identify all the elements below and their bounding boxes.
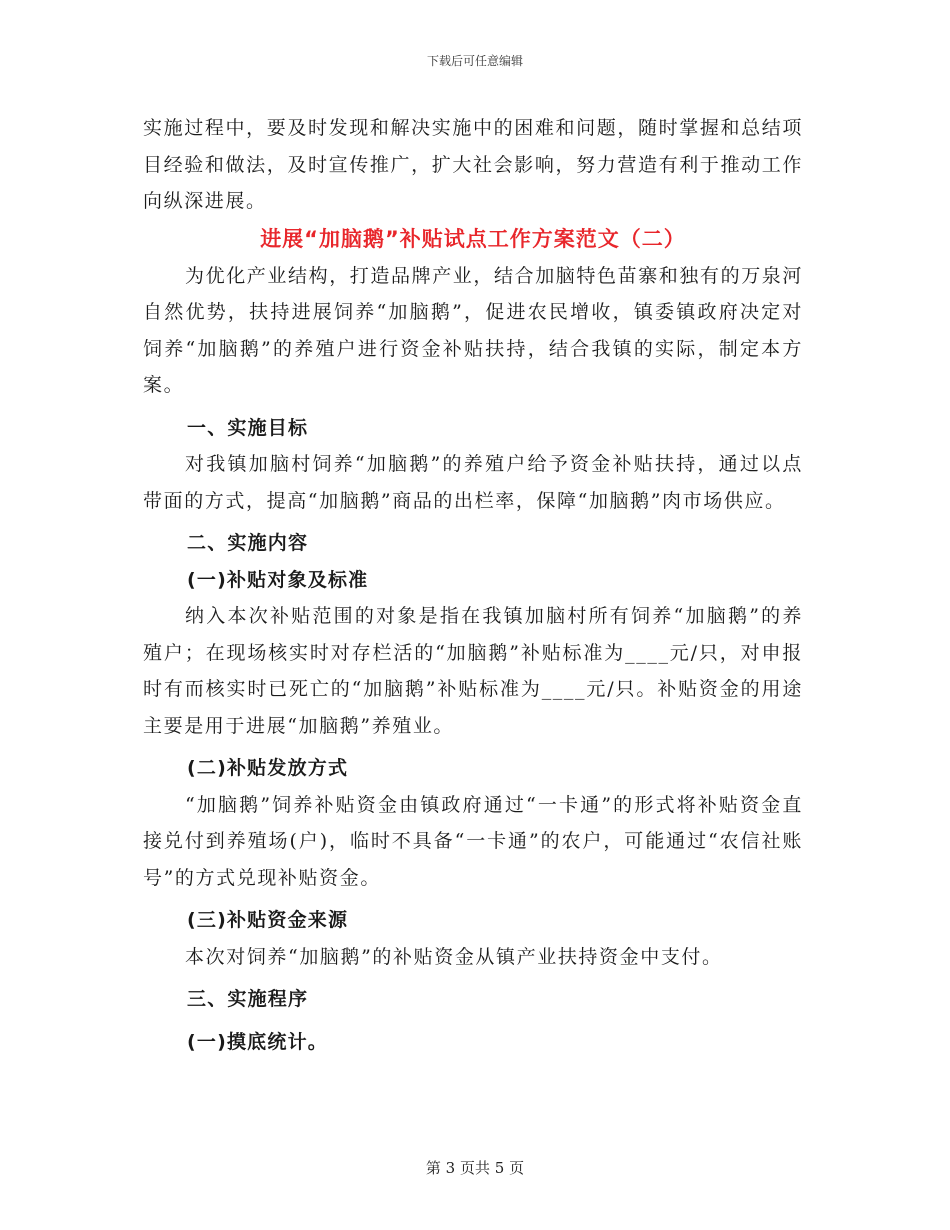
heading-objectives: 一、实施目标 <box>187 416 309 439</box>
paragraph-intro: 为优化产业结构，打造品牌产业，结合加脑特色苗寨和独有的万泉河自然优势，扶持进展饲养“加脑鹅”，促进农民增收，镇委镇政府决定对饲养“加脑鹅”的养殖户进行资金补贴扶持，结合我镇的实际，制定本方案。 <box>143 264 804 396</box>
paragraph-objectives: 对我镇加脑村饲养“加脑鹅”的养殖户给予资金补贴扶持，通过以点带面的方式，提高“加脑鹅”商品的出栏率，保障“加脑鹅”肉市场供应。 <box>143 453 803 512</box>
document-body <box>143 110 803 1060</box>
heading-content: 二、实施内容 <box>187 532 309 554</box>
page-header: 下载后可任意编辑 <box>426 54 523 68</box>
section-title: 进展“加脑鹅”补贴试点工作方案范文（二） <box>260 226 686 251</box>
page-footer: 第 3 页共 5 页 <box>425 1159 525 1177</box>
paragraph-subsidy-standard: 纳入本次补贴范围的对象是指在我镇加脑村所有饲养“加脑鹅”的养殖户；在现场核实时对存栏活的“加脑鹅”补贴标准为____元/只，对申报时有而核实时已死亡的“加脑鹅”补贴标准为____元/只。补贴资金的用途主要是用于进展“加脑鹅”养殖业。 <box>143 605 803 737</box>
paragraph-continued: 实施过程中，要及时发现和解决实施中的困难和问题，随时掌握和总结项目经验和做法，及时宣传推广，扩大社会影响，努力营造有利于推动工作向纵深进展。 <box>143 117 803 212</box>
subheading-fund-source: (三)补贴资金来源 <box>187 909 349 931</box>
paragraph-fund-source: 本次对饲养“加脑鹅”的补贴资金从镇产业扶持资金中支付。 <box>185 945 723 968</box>
subheading-survey: (一)摸底统计。 <box>187 1030 328 1053</box>
subheading-payment-method: (二)补贴发放方式 <box>187 757 349 779</box>
subheading-subsidy-standard: (一)补贴对象及标准 <box>187 568 369 591</box>
heading-procedure: 三、实施程序 <box>187 988 309 1010</box>
paragraph-payment-method: “加脑鹅”饲养补贴资金由镇政府通过“一卡通”的形式将补贴资金直接兑付到养殖场(户)，临时不具备“一卡通”的农户，可能通过“农信社账号”的方式兑现补贴资金。 <box>143 793 803 889</box>
